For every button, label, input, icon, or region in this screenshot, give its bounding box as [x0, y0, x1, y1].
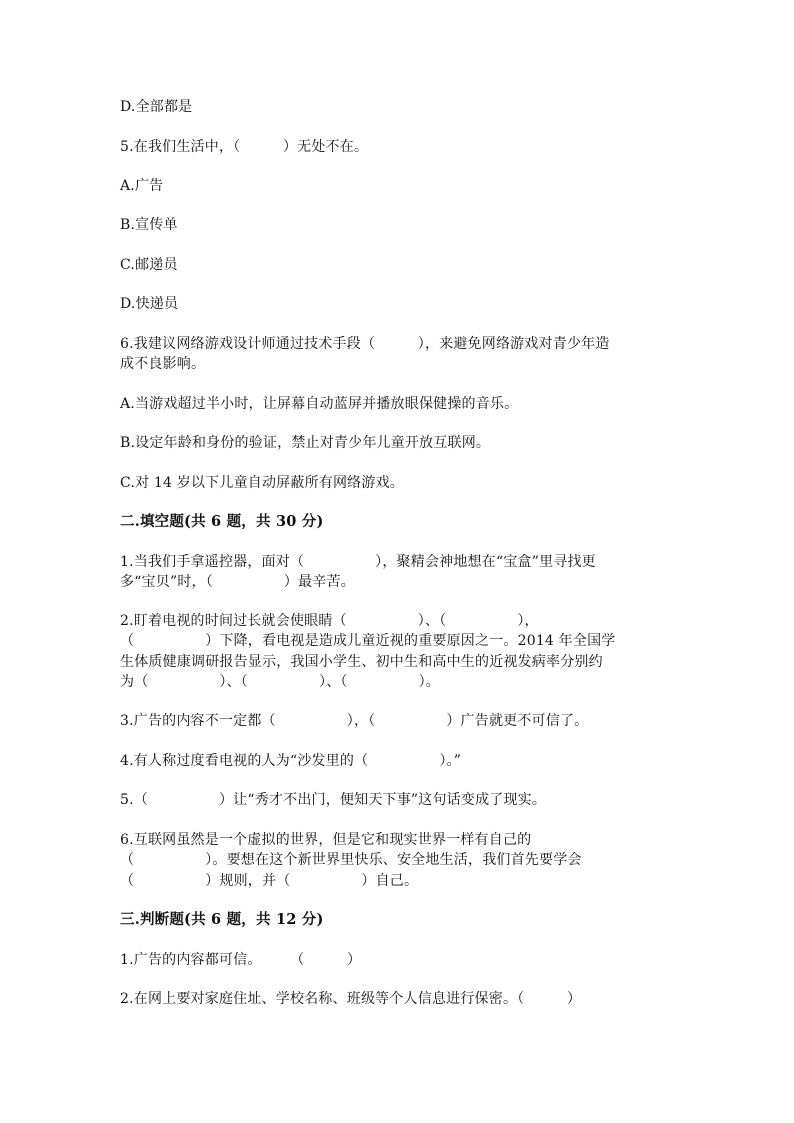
- text-line: （ ）规则，并（ ）自己。: [120, 873, 419, 889]
- text-line: B.设定年龄和身份的验证，禁止对青少年儿童开放互联网。: [120, 435, 491, 451]
- text-line: 1.当我们手拿遥控器，面对（ ），聚精会神地想在“宝盒”里寻找更: [120, 554, 596, 570]
- text-line: 生体质健康调研报告显示，我国小学生、初中生和高中生的近视发病率分别约: [120, 654, 603, 670]
- text-line: 5.（ ）让“秀才不出门，便知天下事”这句话变成了现实。: [120, 792, 547, 808]
- text-line: A.当游戏超过半小时，让屏幕自动蓝屏并播放眼保健操的音乐。: [120, 396, 519, 412]
- text-line: 为（ ）、（ ）、（ ）。: [120, 674, 440, 690]
- text-line: 2.在网上要对家庭住址、学校名称、班级等个人信息进行保密。（ ）: [120, 991, 582, 1007]
- text-line: 6.我建议网络游戏设计师通过技术手段（ ），来避免网络游戏对青少年造: [120, 336, 610, 352]
- section-heading: 三.判断题(共 6 题，共 12 分): [120, 911, 324, 928]
- text-line: 多“宝贝”时，（ ）最辛苦。: [120, 574, 355, 590]
- text-line: （ ）。要想在这个新世界里快乐、安全地生活，我们首先要学会: [120, 852, 582, 868]
- text-line: 成不良影响。: [120, 356, 206, 372]
- text-line: 1.广告的内容都可信。 （ ）: [120, 952, 362, 968]
- text-line: D.快递员: [120, 296, 179, 312]
- text-line: 6.互联网虽然是一个虚拟的世界，但是它和现实世界一样有自己的: [120, 832, 532, 848]
- section-heading: 二.填空题(共 6 题，共 30 分): [120, 513, 324, 530]
- text-line: A.广告: [120, 178, 164, 194]
- text-line: 5.在我们生活中，（ ）无处不在。: [120, 139, 369, 155]
- text-line: 3.广告的内容不一定都（ ），（ ）广告就更不可信了。: [120, 713, 589, 729]
- text-line: D.全部都是: [120, 99, 193, 115]
- text-line: B.宣传单: [120, 217, 178, 233]
- text-line: （ ）下降，看电视是造成儿童近视的重要原因之一。2014 年全国学: [120, 633, 616, 649]
- text-line: 2.盯着电视的时间过长就会使眼睛（ ）、（ ），: [120, 613, 539, 629]
- text-line: C.邮递员: [120, 257, 178, 273]
- text-line: 4.有人称过度看电视的人为“沙发里的（ ）。”: [120, 753, 462, 769]
- text-line: C.对 14 岁以下儿童自动屏蔽所有网络游戏。: [120, 475, 404, 491]
